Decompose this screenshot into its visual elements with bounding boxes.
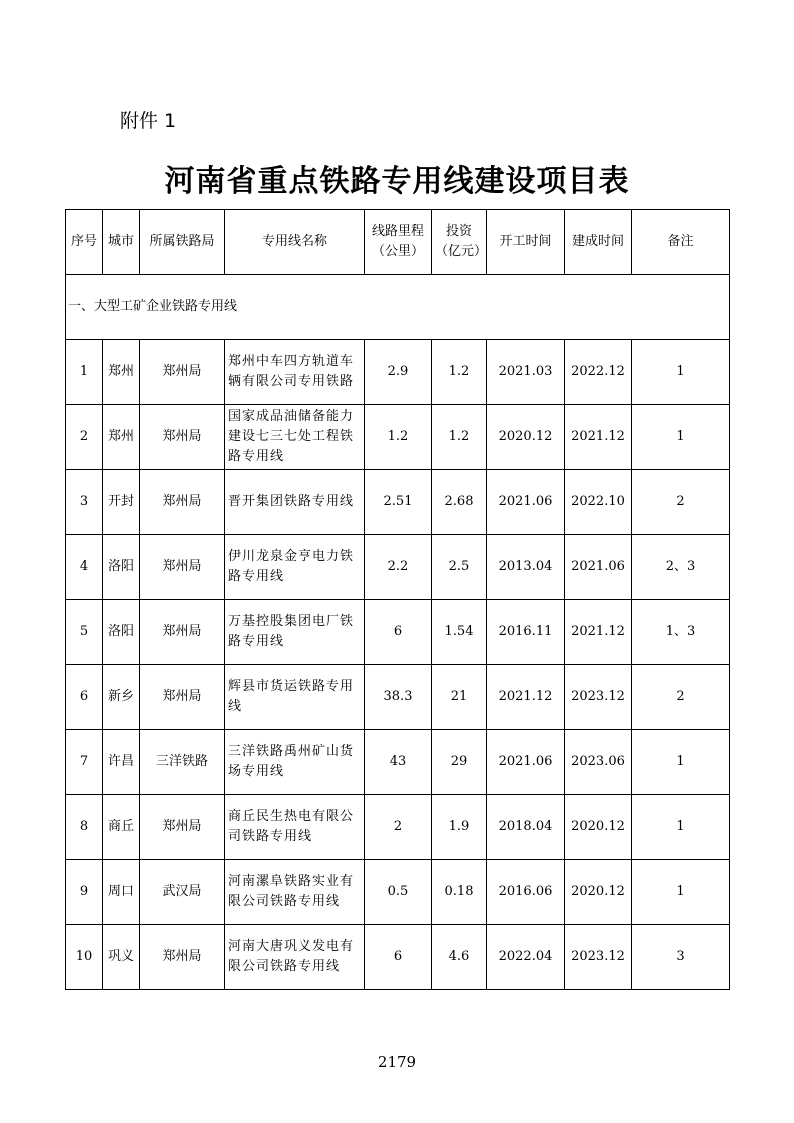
- cell-investment: 1.2: [432, 405, 487, 470]
- header-no: 序号: [66, 210, 103, 275]
- header-bureau: 所属铁路局: [140, 210, 225, 275]
- cell-start: 2021.06: [487, 470, 565, 535]
- cell-remark: 1: [632, 795, 730, 860]
- cell-name: 河南大唐巩义发电有限公司铁路专用线: [225, 925, 365, 990]
- cell-investment: 2.5: [432, 535, 487, 600]
- cell-mileage: 2.9: [365, 340, 432, 405]
- cell-mileage: 6: [365, 925, 432, 990]
- header-name: 专用线名称: [225, 210, 365, 275]
- cell-mileage: 2.51: [365, 470, 432, 535]
- cell-remark: 1: [632, 860, 730, 925]
- cell-name: 伊川龙泉金亨电力铁路专用线: [225, 535, 365, 600]
- cell-investment: 1.2: [432, 340, 487, 405]
- cell-no: 2: [66, 405, 103, 470]
- cell-bureau: 郑州局: [140, 925, 225, 990]
- cell-remark: 2: [632, 470, 730, 535]
- table-header-row: [66, 210, 730, 275]
- cell-start: 2021.06: [487, 730, 565, 795]
- cell-mileage: 38.3: [365, 665, 432, 730]
- cell-end: 2021.06: [565, 535, 632, 600]
- cell-city: 洛阳: [103, 600, 140, 665]
- cell-bureau: 郑州局: [140, 795, 225, 860]
- table-row: [66, 470, 730, 535]
- header-start: 开工时间: [487, 210, 565, 275]
- cell-investment: 4.6: [432, 925, 487, 990]
- cell-end: 2023.12: [565, 665, 632, 730]
- cell-end: 2021.12: [565, 405, 632, 470]
- cell-remark: 1: [632, 730, 730, 795]
- cell-mileage: 2: [365, 795, 432, 860]
- table-row: [66, 535, 730, 600]
- cell-mileage: 6: [365, 600, 432, 665]
- cell-city: 许昌: [103, 730, 140, 795]
- cell-bureau: 郑州局: [140, 470, 225, 535]
- cell-no: 7: [66, 730, 103, 795]
- table-row: [66, 600, 730, 665]
- cell-no: 6: [66, 665, 103, 730]
- project-table: [65, 209, 730, 990]
- cell-bureau: 郑州局: [140, 600, 225, 665]
- cell-end: 2023.12: [565, 925, 632, 990]
- table-row: [66, 665, 730, 730]
- cell-name: 郑州中车四方轨道车辆有限公司专用铁路: [225, 340, 365, 405]
- cell-city: 开封: [103, 470, 140, 535]
- cell-start: 2016.06: [487, 860, 565, 925]
- cell-start: 2018.04: [487, 795, 565, 860]
- cell-end: 2021.12: [565, 600, 632, 665]
- cell-no: 3: [66, 470, 103, 535]
- cell-remark: 1: [632, 340, 730, 405]
- cell-remark: 3: [632, 925, 730, 990]
- cell-no: 8: [66, 795, 103, 860]
- cell-name: 商丘民生热电有限公司铁路专用线: [225, 795, 365, 860]
- table-row: [66, 340, 730, 405]
- cell-city: 周口: [103, 860, 140, 925]
- header-remark: 备注: [632, 210, 730, 275]
- table-row: [66, 730, 730, 795]
- cell-city: 郑州: [103, 405, 140, 470]
- section-title: 一、大型工矿企业铁路专用线: [66, 275, 730, 340]
- cell-no: 1: [66, 340, 103, 405]
- cell-start: 2022.04: [487, 925, 565, 990]
- cell-investment: 1.54: [432, 600, 487, 665]
- cell-start: 2020.12: [487, 405, 565, 470]
- cell-mileage: 1.2: [365, 405, 432, 470]
- cell-name: 三洋铁路禹州矿山货场专用线: [225, 730, 365, 795]
- cell-mileage: 0.5: [365, 860, 432, 925]
- cell-mileage: 43: [365, 730, 432, 795]
- table-row: [66, 860, 730, 925]
- cell-investment: 0.18: [432, 860, 487, 925]
- cell-mileage: 2.2: [365, 535, 432, 600]
- table-row: [66, 925, 730, 990]
- header-city: 城市: [103, 210, 140, 275]
- header-end: 建成时间: [565, 210, 632, 275]
- cell-remark: 2、3: [632, 535, 730, 600]
- cell-city: 商丘: [103, 795, 140, 860]
- cell-start: 2021.12: [487, 665, 565, 730]
- cell-investment: 21: [432, 665, 487, 730]
- cell-name: 晋开集团铁路专用线: [225, 470, 365, 535]
- cell-name: 万基控股集团电厂铁路专用线: [225, 600, 365, 665]
- cell-city: 洛阳: [103, 535, 140, 600]
- cell-bureau: 武汉局: [140, 860, 225, 925]
- cell-city: 郑州: [103, 340, 140, 405]
- cell-name: 国家成品油储备能力建设七三七处工程铁路专用线: [225, 405, 365, 470]
- cell-no: 10: [66, 925, 103, 990]
- cell-remark: 1: [632, 405, 730, 470]
- cell-end: 2022.10: [565, 470, 632, 535]
- page-number: 2179: [377, 1053, 417, 1071]
- cell-no: 5: [66, 600, 103, 665]
- cell-investment: 2.68: [432, 470, 487, 535]
- cell-remark: 1、3: [632, 600, 730, 665]
- cell-bureau: 郑州局: [140, 535, 225, 600]
- cell-bureau: 郑州局: [140, 340, 225, 405]
- cell-no: 4: [66, 535, 103, 600]
- cell-bureau: 郑州局: [140, 665, 225, 730]
- cell-end: 2020.12: [565, 795, 632, 860]
- cell-city: 新乡: [103, 665, 140, 730]
- cell-remark: 2: [632, 665, 730, 730]
- cell-bureau: 三洋铁路: [140, 730, 225, 795]
- cell-start: 2021.03: [487, 340, 565, 405]
- cell-bureau: 郑州局: [140, 405, 225, 470]
- cell-end: 2020.12: [565, 860, 632, 925]
- cell-investment: 1.9: [432, 795, 487, 860]
- cell-end: 2022.12: [565, 340, 632, 405]
- cell-investment: 29: [432, 730, 487, 795]
- cell-start: 2013.04: [487, 535, 565, 600]
- table-row: [66, 405, 730, 470]
- attachment-label: 附件 1: [120, 110, 177, 132]
- header-mileage: 线路里程（公里）: [365, 210, 432, 275]
- cell-city: 巩义: [103, 925, 140, 990]
- cell-no: 9: [66, 860, 103, 925]
- cell-name: 河南漯阜铁路实业有限公司铁路专用线: [225, 860, 365, 925]
- document-title: 河南省重点铁路专用线建设项目表: [164, 164, 630, 199]
- cell-start: 2016.11: [487, 600, 565, 665]
- cell-end: 2023.06: [565, 730, 632, 795]
- section-row: [66, 275, 730, 340]
- header-investment: 投资（亿元）: [432, 210, 487, 275]
- cell-name: 辉县市货运铁路专用线: [225, 665, 365, 730]
- table-row: [66, 795, 730, 860]
